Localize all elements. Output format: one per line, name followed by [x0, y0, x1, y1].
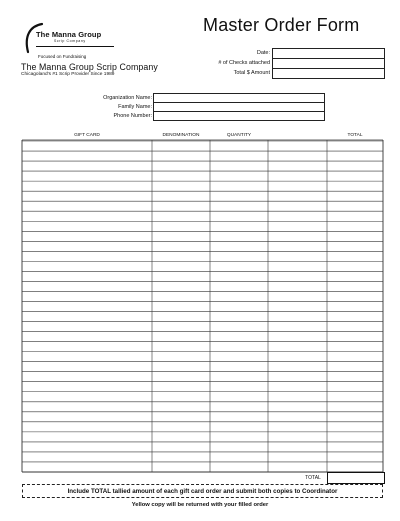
column-header-quantity: QUANTITY [226, 133, 252, 138]
logo-sub: Scrip Company [54, 39, 86, 43]
tagline: Focused on Fundraising [38, 54, 87, 59]
table-row[interactable] [22, 342, 383, 352]
table-row[interactable] [22, 141, 383, 151]
table-row[interactable] [22, 241, 383, 251]
table-row[interactable] [22, 301, 383, 311]
table-row[interactable] [22, 151, 383, 161]
table-row[interactable] [22, 191, 383, 201]
total-amount-label: Total $ Amount [233, 70, 270, 76]
table-row[interactable] [22, 161, 383, 171]
table-row[interactable] [22, 211, 383, 221]
column-header-total: TOTAL [347, 133, 363, 138]
footer-note: Yellow copy will be returned with your filled order [131, 502, 269, 508]
instructions-banner: Include TOTAL tallied amount of each gift card order and submit both copies to Coordinator [22, 484, 383, 498]
checks-attached-label: # of Checks attached [218, 60, 270, 66]
table-row[interactable] [22, 362, 383, 372]
table-row[interactable] [22, 442, 383, 452]
family-name-label: Family Name: [118, 104, 152, 110]
table-row[interactable] [22, 281, 383, 291]
table-row[interactable] [22, 412, 383, 422]
table-row[interactable] [22, 452, 383, 462]
table-row[interactable] [22, 382, 383, 392]
table-row[interactable] [22, 221, 383, 231]
table-row[interactable] [22, 261, 383, 271]
table-row[interactable] [22, 432, 383, 442]
logo-name: The Manna Group [36, 30, 102, 39]
total-label: TOTAL [305, 475, 321, 481]
table-row[interactable] [22, 271, 383, 281]
form-title: Master Order Form [203, 15, 360, 35]
date-label: Date: [256, 50, 270, 56]
table-row[interactable] [22, 462, 383, 472]
organization-name-label: Organization Name: [103, 95, 152, 101]
table-row[interactable] [22, 332, 383, 342]
table-row[interactable] [22, 251, 383, 261]
table-row[interactable] [22, 231, 383, 241]
table-row[interactable] [22, 322, 383, 332]
table-row[interactable] [22, 402, 383, 412]
table-row[interactable] [22, 291, 383, 301]
column-header-denomination: DENOMINATION [162, 133, 200, 138]
table-row[interactable] [22, 422, 383, 432]
table-row[interactable] [22, 392, 383, 402]
company-name: The Manna Group Scrip Company [21, 62, 158, 72]
table-row[interactable] [22, 372, 383, 382]
column-header-gift-card: GIFT CARD [74, 133, 100, 138]
phone-number-label: Phone Number: [113, 113, 152, 119]
table-row[interactable] [22, 201, 383, 211]
table-row[interactable] [22, 312, 383, 322]
grand-total-field[interactable] [327, 472, 385, 484]
table-row[interactable] [22, 352, 383, 362]
company-subtitle: Chicagoland's #1 Scrip Provider Since 1989 [21, 72, 115, 77]
table-row[interactable] [22, 181, 383, 191]
table-row[interactable] [22, 171, 383, 181]
